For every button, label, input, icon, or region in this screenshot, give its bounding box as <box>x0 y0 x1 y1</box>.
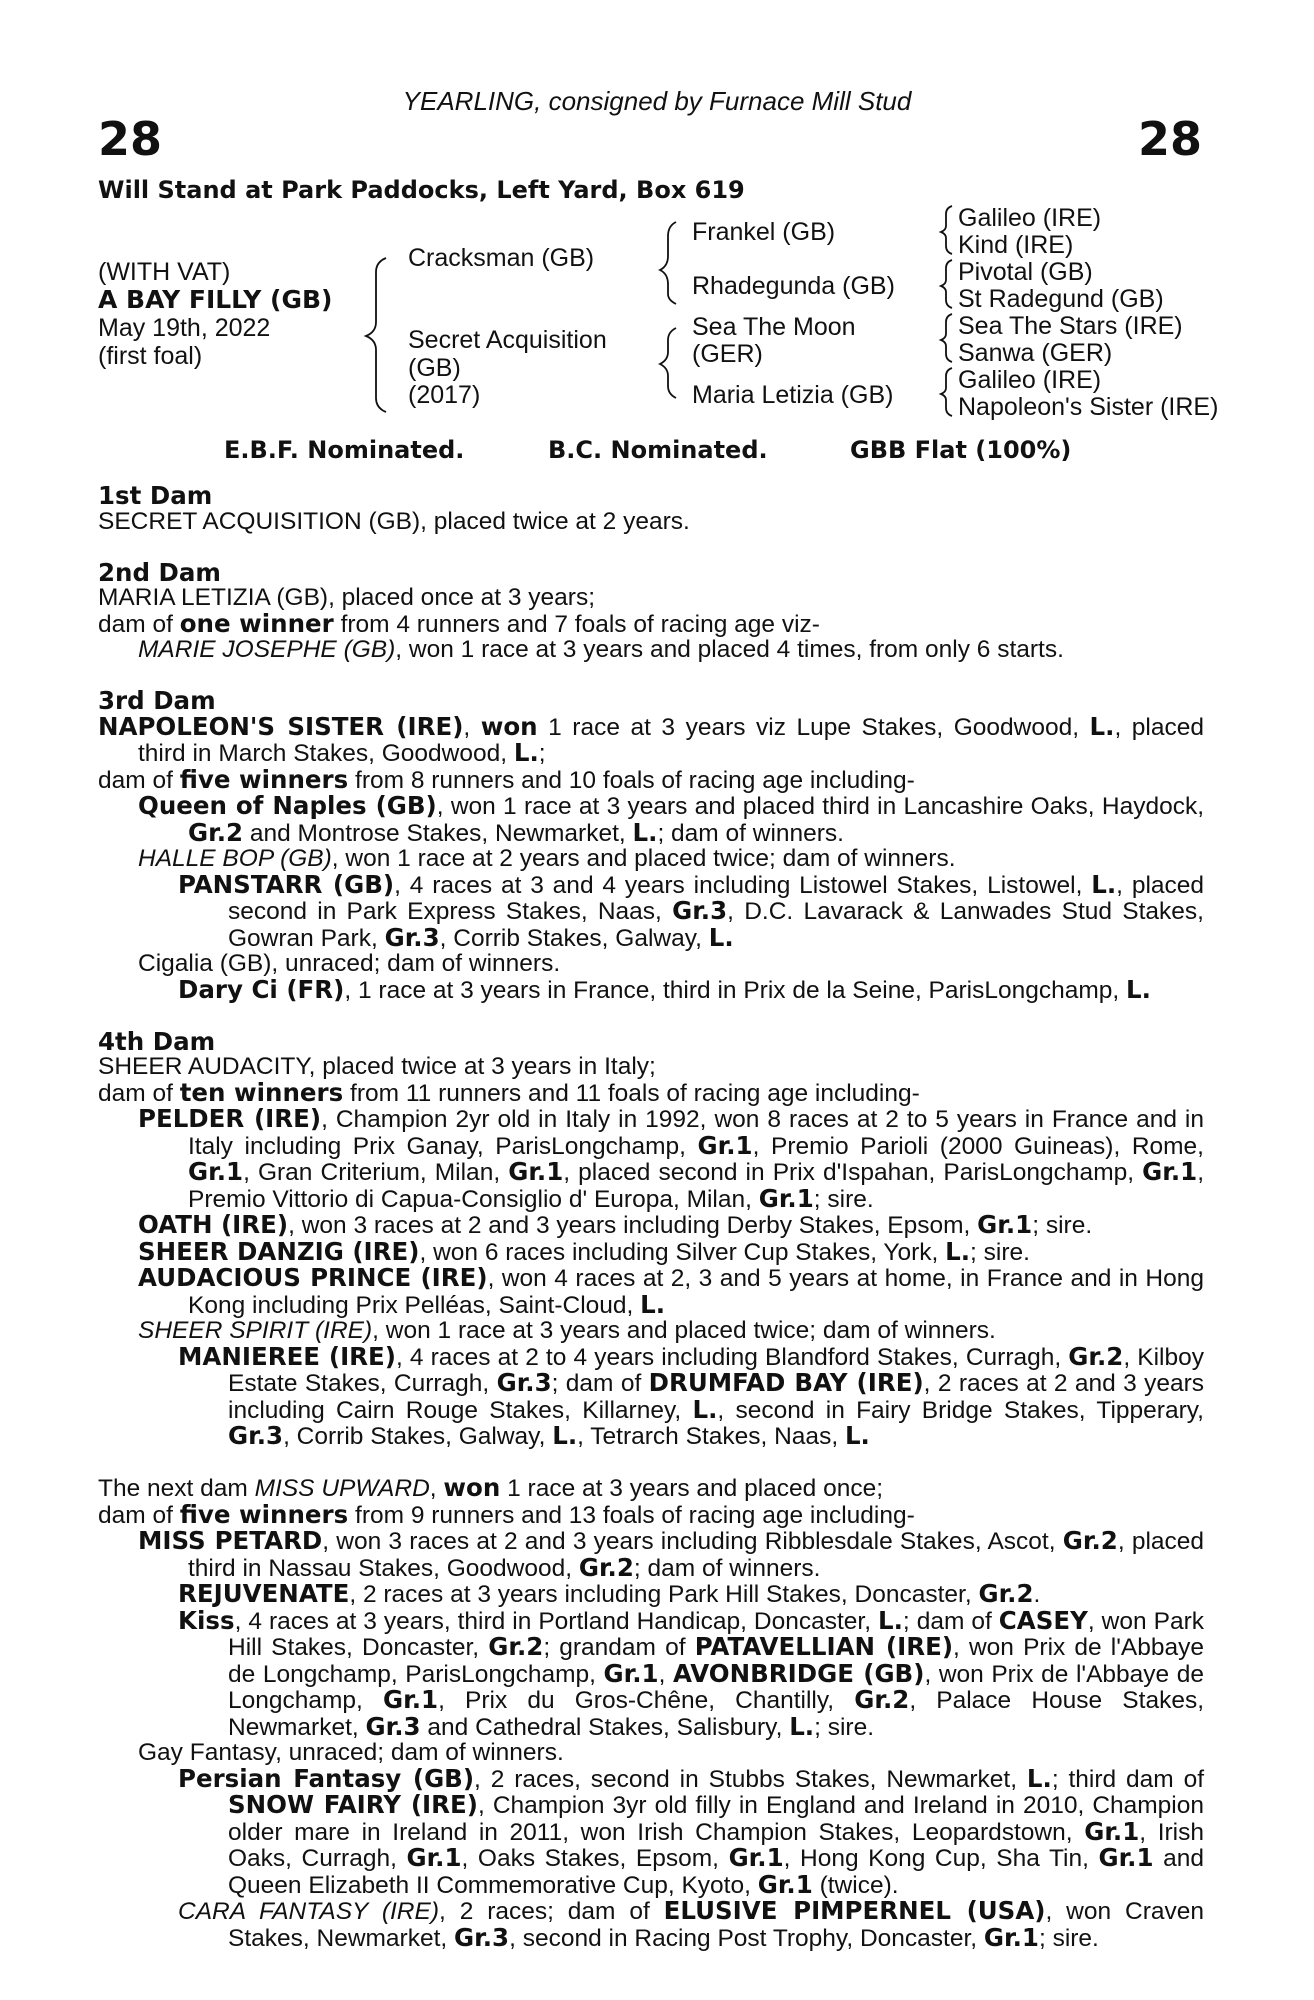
entry-text: dam of <box>98 610 180 638</box>
bold-text: ten winners <box>179 1077 344 1107</box>
entry-text: ; sire. <box>814 1713 875 1741</box>
pedigree-body <box>98 483 1204 1951</box>
entry-text: , Irish Oaks, Curragh, <box>228 1818 1204 1872</box>
entry-text: ; <box>538 740 546 767</box>
entry-text: , Tetrarch Stakes, Naas, <box>577 1423 845 1450</box>
entry-text: , Corrib Stakes, Galway, <box>439 924 709 952</box>
entry-text: , won 6 races including Silver Cup Stakes, York, <box>419 1238 946 1266</box>
dam-sire-line2: (GER) <box>692 340 763 368</box>
bold-text: L. <box>1126 974 1151 1004</box>
bold-text: Gr.3 <box>365 1711 421 1741</box>
bold-text: L. <box>513 738 539 767</box>
entry-text: 1 race at 3 years and placed once; <box>500 1475 884 1502</box>
ebf-nomination: E.B.F. Nominated. <box>224 436 465 464</box>
bold-text: OATH (IRE) <box>138 1210 289 1239</box>
pedigree-entry <box>98 1740 1204 1766</box>
sire-dam: Rhadegunda (GB) <box>692 272 895 300</box>
entry-text: and Montrose Stakes, Newmarket, <box>243 819 633 847</box>
entry-text: from 4 runners and 7 foals of racing age viz- <box>333 610 820 638</box>
entry-text: , Oaks Stakes, Epsom, <box>461 1845 729 1872</box>
section-heading: 3rd Dam <box>98 686 216 715</box>
italic-text: SHEER SPIRIT (IRE) <box>138 1317 373 1344</box>
entry-text: and Queen Elizabeth II Commemorative Cup, Kyoto, <box>228 1845 1204 1899</box>
sire-dam-sire: Pivotal (GB) <box>958 258 1093 286</box>
entry-text: , won Craven Stakes, Newmarket, <box>228 1898 1204 1952</box>
pedigree-entry <box>98 974 1204 1004</box>
sire-sire-sire: Galileo (IRE) <box>958 204 1102 232</box>
section-heading: 4th Dam <box>98 1026 216 1056</box>
bold-text: Gr.3 <box>228 1421 284 1450</box>
entry-text: ; dam of winners. <box>657 819 844 847</box>
bold-text: L. <box>945 1236 971 1266</box>
bold-text: one winner <box>179 608 334 638</box>
brace-ss <box>941 206 952 254</box>
entry-text: ; sire. <box>1038 1924 1099 1952</box>
entry-text: , Prix du Gros-Chêne, Chantilly, <box>438 1687 855 1714</box>
bold-text: Gr.1 <box>983 1922 1039 1952</box>
brace-gen1 <box>366 258 386 412</box>
pedigree-entry <box>98 711 1204 767</box>
entry-text: from 8 runners and 10 foals of racing age including- <box>348 766 915 794</box>
bold-text: Gr.3 <box>496 1368 552 1397</box>
entry-text: , won 1 race at 3 years and placed third in Lancashire Oaks, Haydock, <box>436 793 1205 820</box>
consignment-line: YEARLING, consigned by Furnace Mill Stud <box>402 86 912 116</box>
bc-nomination: B.C. Nominated. <box>548 436 768 464</box>
bold-text: Gr.2 <box>488 1632 544 1661</box>
sire-sire: Frankel (GB) <box>692 218 836 246</box>
bold-text: L. <box>1089 711 1115 741</box>
bold-text: Persian Fantasy (GB) <box>178 1763 475 1793</box>
pedigree-entry <box>98 1054 1204 1080</box>
entry-text: , Kilboy Estate Stakes, Curragh, <box>228 1343 1204 1397</box>
entry-text: ; dam of <box>902 1607 999 1635</box>
pedigree-entry <box>98 608 1204 638</box>
bold-text: SHEER DANZIG (IRE) <box>138 1236 420 1266</box>
stand-location: Will Stand at Park Paddocks, Left Yard, Box 619 <box>98 176 745 204</box>
bold-text: PELDER (IRE) <box>138 1104 322 1133</box>
entry-text: , <box>658 1660 673 1688</box>
entry-text: . <box>1033 1581 1041 1608</box>
entry-text: , second in Racing Post Trophy, Doncaster, <box>509 1924 984 1952</box>
pedigree-braces <box>0 0 1314 440</box>
bold-text: L. <box>1091 869 1117 899</box>
entry-text: ; sire. <box>813 1185 874 1213</box>
bold-text: Gr.2 <box>978 1579 1034 1608</box>
bold-text: Gr.1 <box>728 1843 784 1872</box>
pedigree-entry <box>98 1475 1204 1502</box>
bold-text: Gr.1 <box>508 1157 564 1186</box>
bold-text: Gr.3 <box>384 922 440 952</box>
bold-text: CASEY <box>998 1605 1088 1635</box>
bold-text: Gr.1 <box>383 1685 439 1714</box>
dam-name-line1: Secret Acquisition <box>408 326 607 354</box>
section-heading: 2nd Dam <box>98 557 221 587</box>
dam-section <box>98 483 1204 534</box>
dam-dam: Maria Letizia (GB) <box>692 381 894 409</box>
pedigree-entry <box>98 1528 1204 1581</box>
entry-text: , 2 races; dam of <box>439 1898 664 1925</box>
bold-text: AVONBRIDGE (GB) <box>672 1658 925 1688</box>
bold-text: Gr.1 <box>406 1843 462 1872</box>
bold-text: L. <box>692 1394 718 1424</box>
entry-text: ; grandam of <box>543 1634 695 1661</box>
entry-text: ; sire. <box>970 1238 1030 1266</box>
bold-text: L. <box>844 1421 870 1450</box>
bold-text: L. <box>708 922 734 952</box>
pedigree-entry <box>98 869 1205 952</box>
entry-text: and Cathedral Stakes, Salisbury, <box>420 1713 790 1741</box>
bold-text: L. <box>878 1605 903 1635</box>
bold-text: five winners <box>179 1499 349 1529</box>
dam-dam-dam: Napoleon's Sister (IRE) <box>958 393 1219 421</box>
pedigree-entry <box>98 1212 1204 1239</box>
bold-text: won <box>480 711 538 741</box>
entry-text: , won Park Hill Stakes, Doncaster, <box>228 1607 1204 1661</box>
entry-text: , won 1 race at 2 years and placed twice; dam of winners. <box>331 845 956 872</box>
dam-section <box>98 1475 1204 1951</box>
italic-text: MARIE JOSEPHE (GB) <box>138 636 396 663</box>
bold-text: Gr.2 <box>854 1685 910 1714</box>
entry-text: dam of <box>98 766 180 794</box>
bold-text: Gr.2 <box>188 817 244 847</box>
entry-text: ; third dam of <box>1051 1765 1204 1793</box>
bold-text: Gr.1 <box>758 1183 814 1213</box>
bold-text: Queen of Naples (GB) <box>138 791 437 820</box>
entry-text: dam of <box>98 1501 180 1529</box>
bold-text: won <box>443 1473 501 1502</box>
entry-text: (twice). <box>812 1871 899 1899</box>
bold-text: SNOW FAIRY (IRE) <box>228 1790 478 1819</box>
bold-text: Gr.1 <box>603 1658 659 1688</box>
pedigree-entry <box>98 1341 1205 1450</box>
bold-text: Gr.2 <box>1062 1526 1118 1555</box>
bold-text: Gr.1 <box>1142 1157 1198 1186</box>
entry-text: , won Prix de l'Abbaye de Longchamp, <box>228 1660 1204 1714</box>
brace-dam <box>660 328 676 398</box>
entry-text: , won 1 race at 3 years and placed 4 times, from only 6 starts. <box>395 636 1064 663</box>
bold-text: Gr.2 <box>1068 1341 1124 1371</box>
pedigree-entry <box>98 1265 1204 1318</box>
pedigree-entry <box>98 585 1204 611</box>
bold-text: MANIEREE (IRE) <box>178 1341 396 1371</box>
pedigree-entry <box>98 764 1204 794</box>
entry-text: , won 3 races at 2 and 3 years including Derby Stakes, Epsom, <box>288 1212 978 1239</box>
pedigree-entry <box>98 1106 1204 1212</box>
italic-text: MISS UPWARD <box>254 1475 430 1502</box>
bold-text: NAPOLEON'S SISTER (IRE) <box>98 711 464 741</box>
entry-text: , <box>429 1475 444 1502</box>
pedigree-entry <box>98 1898 1204 1951</box>
brace-sd <box>941 260 952 308</box>
entry-text: , 2 races, second in Stubbs Stakes, Newmarket, <box>474 1765 1027 1793</box>
bold-text: PANSTARR (GB) <box>178 869 395 899</box>
lot-number-right: 28 <box>1137 112 1202 166</box>
pedigree-entry <box>98 1581 1204 1608</box>
bold-text: L. <box>552 1421 578 1450</box>
pedigree-entry <box>98 1499 1204 1529</box>
foaling-date: May 19th, 2022 <box>98 314 271 342</box>
entry-text: , D.C. Lavarack & Lanwades Stud Stakes, Gowran Park, <box>228 898 1204 952</box>
bold-text: Gr.1 <box>757 1869 813 1899</box>
entry-text: , won 4 races at 2, 3 and 5 years at home, in France and in Hong Kong including Prix Pelléas, Saint-Cloud, <box>188 1265 1204 1319</box>
vat-note: (WITH VAT) <box>98 258 231 286</box>
dam-section <box>98 1026 1205 1450</box>
entry-text: The next dam <box>98 1475 255 1502</box>
pedigree-entry <box>98 637 1204 663</box>
sire-name: Cracksman (GB) <box>408 244 595 272</box>
entry-text: , Corrib Stakes, Galway, <box>283 1423 553 1450</box>
entry-text: , placed third in Nassau Stakes, Goodwood, <box>188 1528 1205 1582</box>
bold-text: L. <box>1026 1763 1052 1793</box>
pedigree-entry <box>98 1077 1204 1107</box>
sire-dam-dam: St Radegund (GB) <box>958 285 1164 313</box>
pedigree-entry <box>98 951 1204 977</box>
entry-text: MARIA LETIZIA (GB), placed once at 3 years; <box>98 584 596 611</box>
bold-text: five winners <box>179 764 349 794</box>
dam-section <box>98 688 1204 1003</box>
entry-text: , Palace House Stakes, Newmarket, <box>228 1687 1204 1741</box>
entry-text: , Premio Parioli (2000 Guineas), Rome, <box>752 1132 1204 1160</box>
dam-name-line3: (2017) <box>408 381 481 409</box>
bold-text: L. <box>632 817 658 847</box>
dam-dam-sire: Galileo (IRE) <box>958 366 1102 394</box>
bold-text: Gr.1 <box>1084 1816 1140 1846</box>
brace-ds <box>941 314 952 362</box>
italic-text: HALLE BOP (GB) <box>138 845 332 872</box>
bold-text: Gr.1 <box>977 1210 1033 1239</box>
entry-text: dam of <box>98 1079 180 1107</box>
italic-text: CARA FANTASY (IRE) <box>178 1898 439 1925</box>
dam-section <box>98 557 1204 663</box>
entry-text: , Premio Vittorio di Capua-Consiglio d' Europa, Milan, <box>188 1159 1204 1213</box>
entry-text: from 9 runners and 13 foals of racing age including- <box>348 1501 915 1529</box>
sire-sire-dam: Kind (IRE) <box>958 231 1074 259</box>
brace-dd <box>941 368 952 416</box>
pedigree-entry <box>98 1318 1204 1344</box>
bold-text: AUDACIOUS PRINCE (IRE) <box>138 1263 488 1292</box>
bold-text: Gr.3 <box>454 1922 510 1952</box>
brace-sire <box>660 222 676 304</box>
dam-name-line2: (GB) <box>408 354 461 382</box>
entry-text: ; sire. <box>1032 1212 1093 1239</box>
entry-text: ; dam of <box>551 1370 649 1397</box>
entry-text: , placed second in Park Express Stakes, Naas, <box>228 871 1205 925</box>
lot-number-left: 28 <box>98 112 163 166</box>
bold-text: Gr.1 <box>1098 1843 1154 1872</box>
bold-text: L. <box>640 1289 666 1319</box>
entry-text: SECRET ACQUISITION (GB), placed twice at 2 years. <box>98 507 690 535</box>
entry-text: , 4 races at 3 years, third in Portland Handicap, Doncaster, <box>234 1607 878 1635</box>
bold-text: PATAVELLIAN (IRE) <box>694 1632 954 1661</box>
bold-text: Gr.2 <box>578 1552 634 1582</box>
entry-text: , 2 races at 2 and 3 years including Cairn Rouge Stakes, Killarney, <box>228 1370 1205 1424</box>
bold-text: Gr.3 <box>672 896 728 925</box>
entry-text: SHEER AUDACITY, placed twice at 3 years in Italy; <box>98 1053 656 1080</box>
bold-text: Kiss <box>178 1605 235 1635</box>
foal-note: (first foal) <box>98 342 203 370</box>
entry-text: Gay Fantasy, unraced; dam of winners. <box>138 1739 564 1766</box>
dam-sire-sire: Sea The Stars (IRE) <box>958 312 1183 340</box>
pedigree-entry <box>98 1605 1205 1741</box>
entry-text: , won 1 race at 3 years and placed twice; dam of winners. <box>372 1317 996 1344</box>
entry-text: , placed third in March Stakes, Goodwood, <box>138 713 1204 767</box>
entry-text: from 11 runners and 11 foals of racing age including- <box>343 1079 920 1107</box>
horse-name: A BAY FILLY (GB) <box>98 285 333 314</box>
entry-text: , placed second in Prix d'Ispahan, ParisLongchamp, <box>563 1159 1143 1186</box>
dam-sire-line1: Sea The Moon <box>692 313 856 341</box>
pedigree-entry <box>98 509 1204 535</box>
entry-text: , 1 race at 3 years in France, third in Prix de la Seine, ParisLongchamp, <box>344 976 1127 1004</box>
gbb-nomination: GBB Flat (100%) <box>850 436 1072 464</box>
pedigree-entry <box>98 846 1204 872</box>
bold-text: Gr.1 <box>697 1130 753 1160</box>
entry-text: , Gran Criterium, Milan, <box>243 1159 509 1186</box>
entry-text: ; dam of winners. <box>633 1554 821 1582</box>
pedigree-entry <box>98 1763 1204 1899</box>
entry-text: , <box>463 713 481 741</box>
pedigree-entry <box>98 793 1204 846</box>
entry-text: , 2 races at 3 years including Park Hill Stakes, Doncaster, <box>349 1581 979 1608</box>
entry-text: , 4 races at 2 to 4 years including Blandford Stakes, Curragh, <box>395 1343 1069 1371</box>
entry-text: , won 3 races at 2 and 3 years including Ribblesdale Stakes, Ascot, <box>322 1528 1063 1555</box>
bold-text: Gr.1 <box>188 1157 244 1186</box>
entry-text: , 4 races at 3 and 4 years including Listowel Stakes, Listowel, <box>394 871 1092 899</box>
bold-text: DRUMFAD BAY (IRE) <box>648 1368 924 1397</box>
entry-text: , second in Fairy Bridge Stakes, Tipperary, <box>717 1396 1204 1424</box>
bold-text: REJUVENATE <box>178 1579 350 1608</box>
bold-text: MISS PETARD <box>138 1526 323 1555</box>
entry-text: , Champion 3yr old filly in England and Ireland in 2010, Champion older mare in Ireland in 2011, won Irish Champion Stakes, Leopardstown, <box>228 1792 1204 1846</box>
pedigree-entry <box>98 1236 1204 1266</box>
bold-text: L. <box>789 1711 815 1741</box>
entry-text: , Hong Kong Cup, Sha Tin, <box>783 1845 1099 1872</box>
dam-sire-dam: Sanwa (GER) <box>958 339 1113 367</box>
entry-text: , Champion 2yr old in Italy in 1992, won 8 races at 2 to 5 years in France and in Italy including Prix Ganay, ParisLongchamp, <box>188 1106 1204 1160</box>
entry-text: 1 race at 3 years viz Lupe Stakes, Goodwood, <box>537 713 1090 741</box>
entry-text: Cigalia (GB), unraced; dam of winners. <box>138 950 561 977</box>
bold-text: Dary Ci (FR) <box>178 974 345 1004</box>
bold-text: ELUSIVE PIMPERNEL (USA) <box>663 1896 1046 1925</box>
section-heading: 1st Dam <box>98 481 213 510</box>
entry-text: , won Prix de l'Abbaye de Longchamp, ParisLongchamp, <box>228 1634 1205 1688</box>
